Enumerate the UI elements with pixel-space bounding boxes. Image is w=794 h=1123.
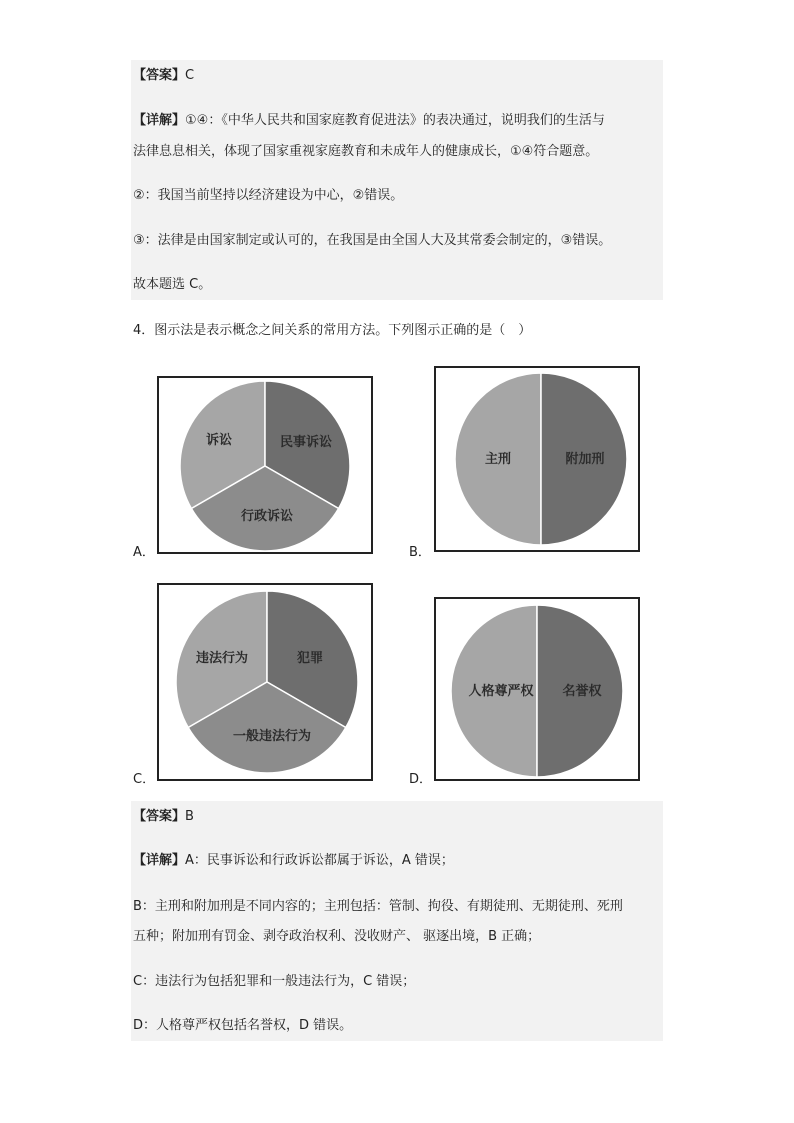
question-text: 4．图示法是表示概念之间关系的常用方法。下列图示正确的是（ ） <box>133 323 532 338</box>
detail-label: 【详解】 <box>133 853 186 868</box>
detail-line: 五种；附加刑有罚金、剥夺政治权利、没收财产、 驱逐出境，B 正确； <box>133 929 541 944</box>
detail-line: D：人格尊严权包括名誉权，D 错误。 <box>133 1018 353 1033</box>
option-d-label: D． <box>409 772 433 787</box>
option-a-diagram <box>157 376 373 554</box>
label-reputation-right: 名誉权 <box>562 684 602 699</box>
label-general-illegal-behavior: 一般违法行为 <box>232 729 312 744</box>
answer-value: B <box>185 809 194 824</box>
answer-value: C <box>185 68 195 83</box>
answer-line <box>133 67 194 85</box>
detail-line <box>133 852 454 870</box>
option-d-diagram <box>434 597 640 781</box>
answer-block-1 <box>131 60 663 300</box>
option-a-label: A． <box>133 545 155 560</box>
option-c-diagram <box>157 583 373 781</box>
label-illegal-behavior: 违法行为 <box>195 651 249 666</box>
label-administrative-litigation: 行政诉讼 <box>240 509 294 524</box>
detail-line: 法律息息相关，体现了国家重视家庭教育和未成年人的健康成长，①④符合题意。 <box>133 144 599 159</box>
detail-line: C：违法行为包括犯罪和一般违法行为，C 错误； <box>133 974 416 989</box>
detail-label: 【详解】 <box>133 113 186 128</box>
label-principal-penalty: 主刑 <box>484 452 512 467</box>
label-supplementary-penalty: 附加刑 <box>565 452 605 467</box>
detail-text: A：民事诉讼和行政诉讼都属于诉讼，A 错误； <box>185 853 454 868</box>
label-civil-litigation: 民事诉讼 <box>279 435 333 450</box>
answer-label: 【答案】 <box>133 809 186 824</box>
label-personal-dignity-right: 人格尊严权 <box>468 684 534 699</box>
option-b-diagram <box>434 366 640 552</box>
answer-block-2 <box>131 801 663 1041</box>
label-litigation: 诉讼 <box>205 433 233 448</box>
detail-line: ③：法律是由国家制定或认可的，在我国是由全国人大及其常委会制定的，③错误。 <box>133 233 612 248</box>
answer-label: 【答案】 <box>133 68 186 83</box>
option-c-label: C． <box>133 772 156 787</box>
detail-line <box>133 112 605 130</box>
detail-line: 故本题选 C。 <box>133 277 212 292</box>
detail-line: ②：我国当前坚持以经济建设为中心，②错误。 <box>133 188 404 203</box>
option-b-label: B． <box>409 545 431 560</box>
answer-line <box>133 808 194 826</box>
detail-line: B：主刑和附加刑是不同内容的；主刑包括：管制、拘役、有期徒刑、无期徒刑、死刑 <box>133 899 623 914</box>
detail-text: ①④：《中华人民共和国家庭教育促进法》的表决通过，说明我们的生活与 <box>185 113 605 128</box>
label-crime: 犯罪 <box>296 651 324 666</box>
